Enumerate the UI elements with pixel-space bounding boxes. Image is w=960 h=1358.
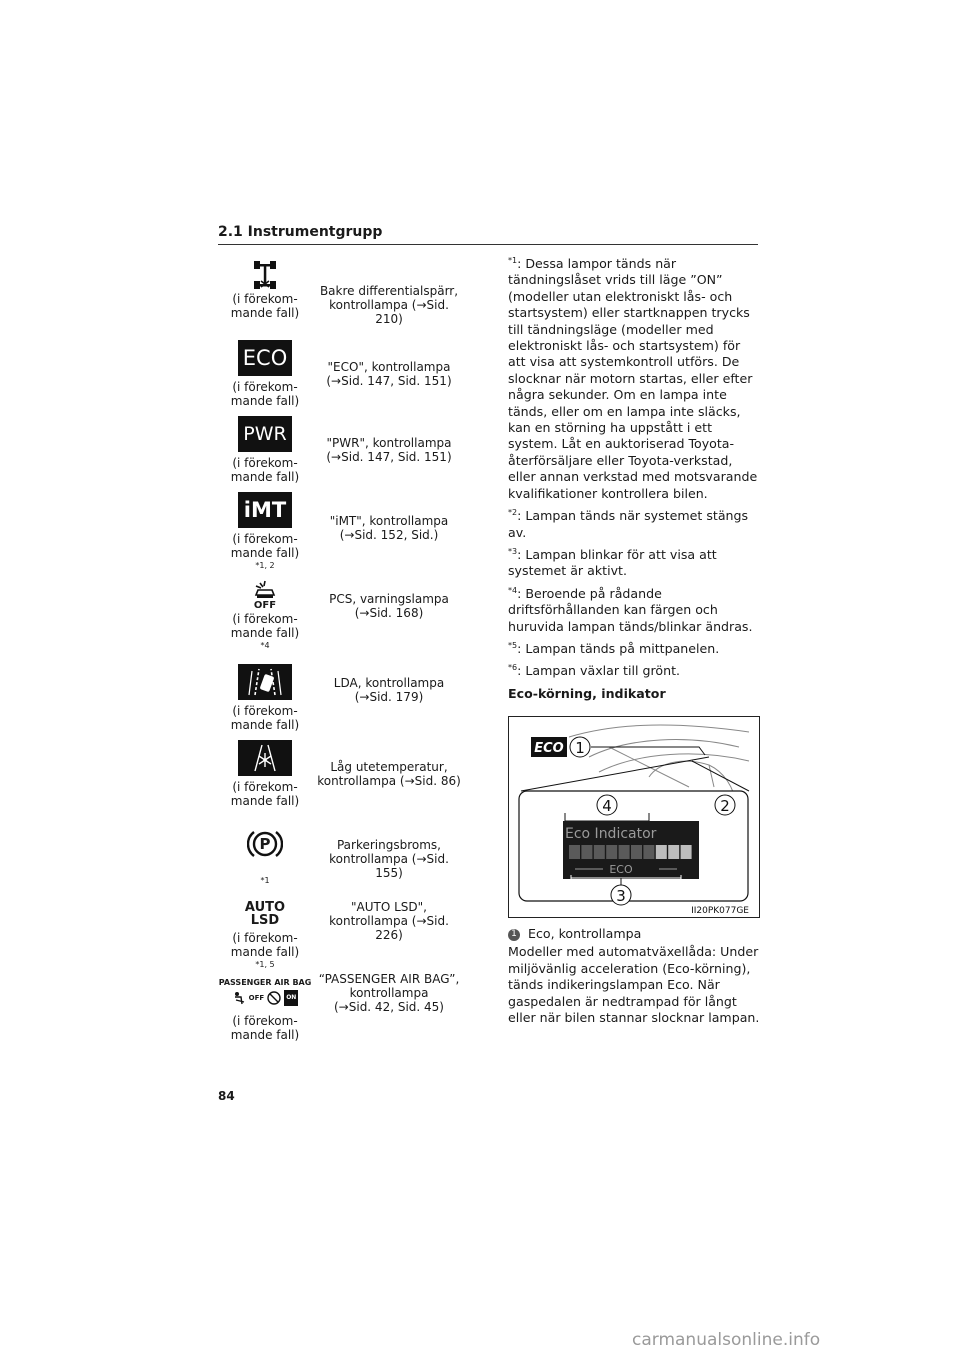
indicator-description: LDA, kontrollampa (→Sid. 179) [333, 676, 445, 704]
indicator-list [218, 258, 478, 1054]
footnote: $^{*5}$: Lampan tänds på mittpanelen. [508, 640, 720, 656]
item-number-badge: 1 [508, 929, 520, 941]
section-title: 2.1 Instrumentgrupp [218, 224, 383, 240]
indicator-availability: (i förekom- mande fall) [230, 780, 300, 808]
indicator-availability: (i förekom- mande fall) [230, 931, 300, 959]
indicator-description: Bakre differentialspärr, kontrollampa (→Sid. 210) [319, 284, 459, 326]
indicator-availability: (i förekom- mande fall) [230, 704, 300, 732]
eco-bar-segment [681, 845, 692, 859]
low-temperature-icon [238, 740, 292, 776]
eco-caption [508, 926, 760, 1026]
imt-badge-icon: iMT [238, 492, 292, 528]
lda-icon [238, 664, 292, 700]
indicator-description: "ECO", kontrollampa (→Sid. 147, Sid. 151) [326, 360, 452, 388]
item-label: Eco, kontrollampa [528, 926, 642, 941]
callout-3: 3 [616, 887, 626, 905]
eco-bar-segment [606, 845, 617, 859]
footnote: $^{*2}$: Lampan tänds när systemet stängs av. [508, 507, 749, 540]
footnote: $^{*6}$: Lampan växlar till grönt. [508, 663, 681, 679]
callout-2: 2 [720, 797, 730, 815]
indicator-description: “PASSENGER AIR BAG”, kontrollampa (→Sid. 42, Sid. 45) [318, 972, 460, 1014]
indicator-footnote-ref: *1, 5 [255, 960, 275, 969]
auto-lsd-icon: AUTO LSD [244, 900, 286, 928]
display-title: Eco Indicator [565, 826, 657, 842]
indicator-footnote-ref: *1, 2 [255, 561, 275, 570]
indicator-description: PCS, varningslampa (→Sid. 168) [329, 592, 449, 620]
indicator-availability: (i förekom- mande fall) [230, 532, 300, 560]
pcs-off-icon: OFF [250, 578, 280, 612]
eco-item [508, 926, 760, 942]
callout-1: 1 [575, 739, 585, 757]
passenger-airbag-icon: PASSENGER AIR BAG OFF ON [219, 978, 312, 1006]
footnote: $^{*4}$: Beroende på rådande driftsförhållanden kan färgen och huruvida lampan tänds/blinkar ändras. [508, 585, 753, 634]
eco-bar-segment [643, 845, 654, 859]
indicator-description: "AUTO LSD", kontrollampa (→Sid. 226) [329, 900, 449, 942]
indicator-row [218, 340, 478, 416]
indicator-row [218, 886, 478, 974]
eco-indicator-figure [508, 716, 760, 918]
indicator-availability: (i förekom- mande fall) [230, 380, 300, 408]
figure-code: II20PK077GE [691, 906, 749, 916]
indicator-description: Parkeringsbroms, kontrollampa (→Sid. 155) [329, 838, 449, 880]
eco-bar-segment [569, 845, 580, 859]
footnote: $^{*3}$: Lampan blinkar för att visa att systemet är aktivt. [508, 546, 717, 579]
indicator-row [218, 416, 478, 492]
watermark: carmanualsonline.info [632, 1330, 821, 1350]
indicator-availability: (i förekom- mande fall) [230, 1014, 300, 1042]
indicator-description: Låg utetemperatur, kontrollampa (→Sid. 86) [317, 760, 461, 788]
indicator-row [218, 492, 478, 578]
indicator-row [218, 820, 478, 886]
rear-differential-lock-icon [250, 258, 280, 292]
indicator-description: "PWR", kontrollampa (→Sid. 147, Sid. 151) [326, 436, 452, 464]
footnote: $^{*1}$: Dessa lampor tänds när tändningslåset vrids till läge ”ON” (modeller utan elektroniskt lås- och startsystem) eller startknappen trycks till tändningsläge (modeller med elektroniskt lås- och startsystem) för att visa att systemkontroll utförs. De slocknar när motorn startas, eller efter några sekunder. Om en lampa inte tänds, eller om en lampa inte släcks, kan en störning ha uppstått i ett system. Låt en auktoriserad Toyota-återförsäljare eller Toyota-verkstad, eller annan verkstad med motsvarande kvalifikationer kontrollera bilen. [508, 255, 758, 501]
pwr-badge-icon: PWR [238, 416, 292, 452]
eco-indicator-illustration [509, 717, 759, 917]
eco-body: Modeller med automatväxellåda: Under miljövänlig acceleration (Eco-körning), tänds indikeringslampan Eco. När gaspedalen är nedtrampad för långt eller när bilen stannar slocknar lampan. [508, 944, 760, 1026]
indicator-footnote-ref: *4 [260, 641, 270, 650]
indicator-footnote-ref: *1 [260, 876, 270, 885]
display-eco-label: ECO [609, 863, 633, 876]
eco-badge-icon: ECO [238, 340, 292, 376]
page-number: 84 [218, 1089, 235, 1103]
eco-bar-segment [619, 845, 630, 859]
indicator-availability: (i förekom- mande fall) [230, 612, 300, 640]
indicator-availability: (i förekom- mande fall) [230, 292, 300, 320]
indicator-availability: (i förekom- mande fall) [230, 456, 300, 484]
eco-bar-segment [656, 845, 667, 859]
footnotes [508, 256, 760, 708]
indicator-row [218, 578, 478, 664]
eco-section-title: Eco-körning, indikator [508, 685, 666, 701]
indicator-row [218, 740, 478, 820]
parking-brake-icon: P [245, 824, 285, 864]
indicator-description: "iMT", kontrollampa (→Sid. 152, Sid.) [329, 514, 449, 542]
eco-bar-segment [581, 845, 592, 859]
indicator-row [218, 664, 478, 740]
header-rule [218, 244, 758, 245]
eco-bar-segment [594, 845, 605, 859]
indicator-row [218, 974, 478, 1054]
indicator-row [218, 258, 478, 340]
eco-bar-segment [668, 845, 679, 859]
eco-bar-segment [631, 845, 642, 859]
figure-eco-badge: ECO [534, 741, 564, 756]
callout-4: 4 [602, 797, 612, 815]
